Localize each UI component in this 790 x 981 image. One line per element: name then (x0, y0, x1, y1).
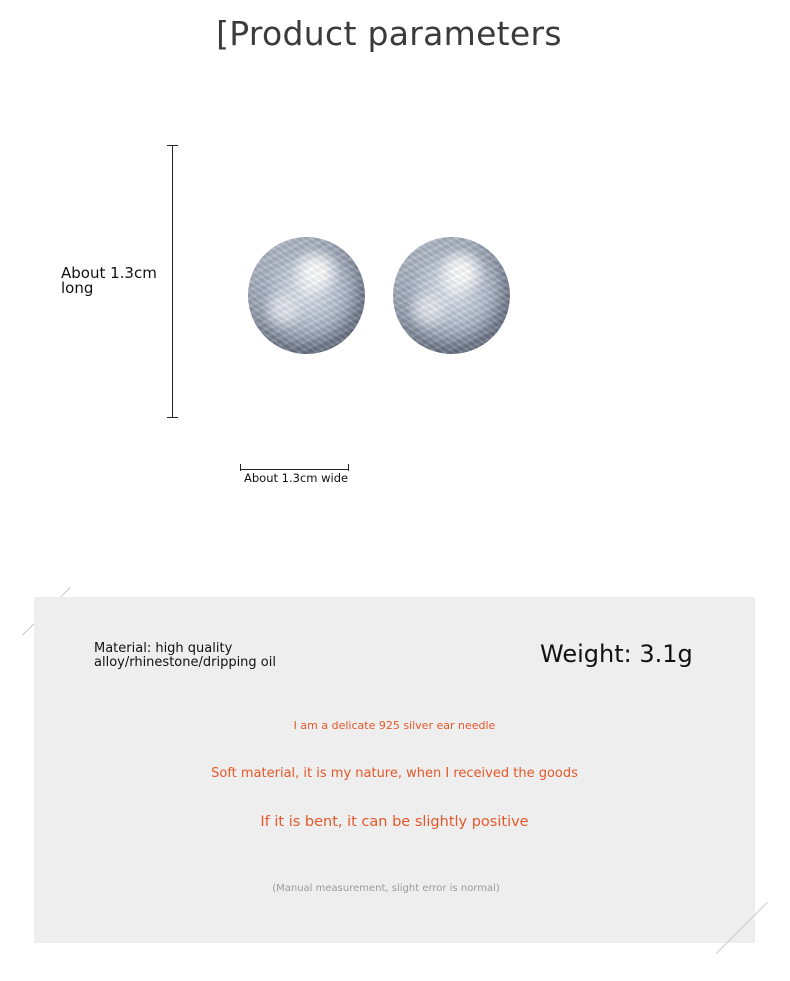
height-line (172, 145, 173, 417)
height-label-line1: About 1.3cm (61, 264, 157, 282)
height-label (61, 266, 157, 296)
note-soft-material: Soft material, it is my nature, when I received the goods (211, 766, 578, 781)
height-label-line2: long (61, 279, 94, 297)
height-line-top-cap (167, 145, 178, 146)
measurement-disclaimer: (Manual measurement, slight error is normal) (272, 883, 500, 894)
note-bent-correction: If it is bent, it can be slightly positive (260, 814, 529, 830)
earring-left-image (248, 237, 365, 354)
width-line (240, 469, 349, 470)
width-line-left-cap (240, 464, 241, 471)
note-silver-needle: I am a delicate 925 silver ear needle (293, 719, 496, 732)
height-line-bottom-cap (167, 417, 178, 418)
earring-right-image (393, 237, 510, 354)
material-text (94, 642, 294, 670)
material-line1: Material: high quality (94, 641, 233, 656)
width-line-right-cap (348, 464, 349, 471)
page-title: [Product parameters (216, 14, 562, 53)
material-line2: alloy/rhinestone/dripping oil (94, 655, 276, 670)
width-label: About 1.3cm wide (244, 471, 349, 485)
weight-text: Weight: 3.1g (540, 640, 693, 668)
